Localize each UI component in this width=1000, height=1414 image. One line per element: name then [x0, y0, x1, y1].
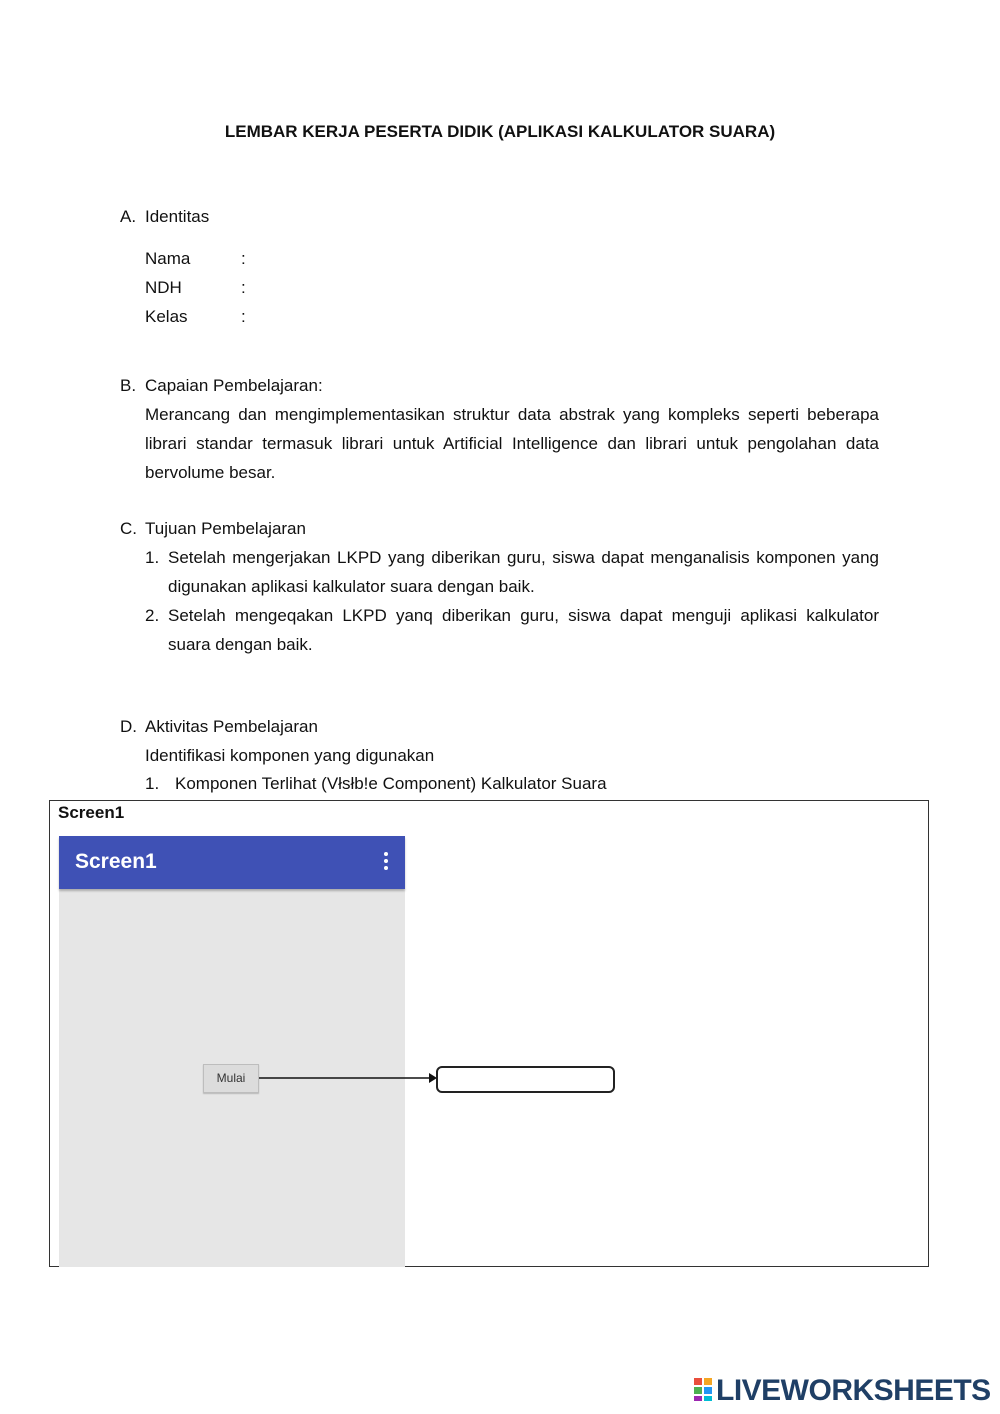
mulai-button: Mulai — [203, 1064, 259, 1093]
activity-1-text: Komponen Terlihat (Vłsłb!e Component) Kalkulator Suara — [175, 774, 607, 793]
section-c-heading: Tujuan Pembelajaran — [145, 519, 306, 538]
field-label-kelas: Kelas — [145, 307, 188, 326]
brand-logo-text: LIVEWORKSHEETS — [716, 1374, 991, 1407]
answer-input[interactable] — [436, 1066, 615, 1093]
phone-screen — [59, 836, 405, 1267]
field-colon-nama: : — [241, 249, 246, 268]
objective-1-text: Setelah mengerjakan LKPD yang diberikan guru, siswa dapat menganalisis komponen yang digunakan aplikasi kalkulator suara dengan baik. — [168, 548, 879, 596]
section-b-body: Merancang dan mengimplementasikan struktur data abstrak yang kompleks seperti beberapa librari standar termasuk librari untuk Artificial Intelligence dan librari untuk pengolahan data bervolume besar. — [145, 405, 879, 482]
app-bar-title: Screen1 — [75, 850, 157, 873]
field-label-nama: Nama — [145, 249, 191, 268]
section-b-heading: Capaian Pembelajaran: — [145, 376, 323, 395]
objective-2-number: 2. — [145, 606, 160, 625]
liveworksheets-logo-icon — [694, 1378, 712, 1402]
field-colon-kelas: : — [241, 307, 246, 326]
section-d-letter: D. — [120, 717, 137, 736]
section-c-letter: C. — [120, 519, 137, 538]
field-colon-ndh: : — [241, 278, 246, 297]
overflow-menu-icon — [382, 852, 390, 872]
section-a-heading: Identitas — [145, 207, 210, 226]
activity-1-number: 1. — [145, 774, 160, 793]
frame-label: Screen1 — [58, 803, 125, 822]
section-d-heading: Aktivitas Pembelajaran — [145, 717, 318, 736]
section-d-subheading: Identifikasi komponen yang digunakan — [145, 746, 435, 765]
objective-1-number: 1. — [145, 548, 160, 567]
page-title: LEMBAR KERJA PESERTA DIDIK (APLIKASI KALKULATOR SUARA) — [224, 122, 776, 141]
section-a-letter: A. — [120, 207, 137, 226]
objective-2-text: Setelah mengeqakan LKPD yanq diberikan guru, siswa dapat menguji aplikasi kalkulator suara dengan baik. — [168, 606, 879, 654]
field-label-ndh: NDH — [145, 278, 182, 297]
section-b-letter: B. — [120, 376, 137, 395]
arrow-connector — [259, 1070, 439, 1086]
